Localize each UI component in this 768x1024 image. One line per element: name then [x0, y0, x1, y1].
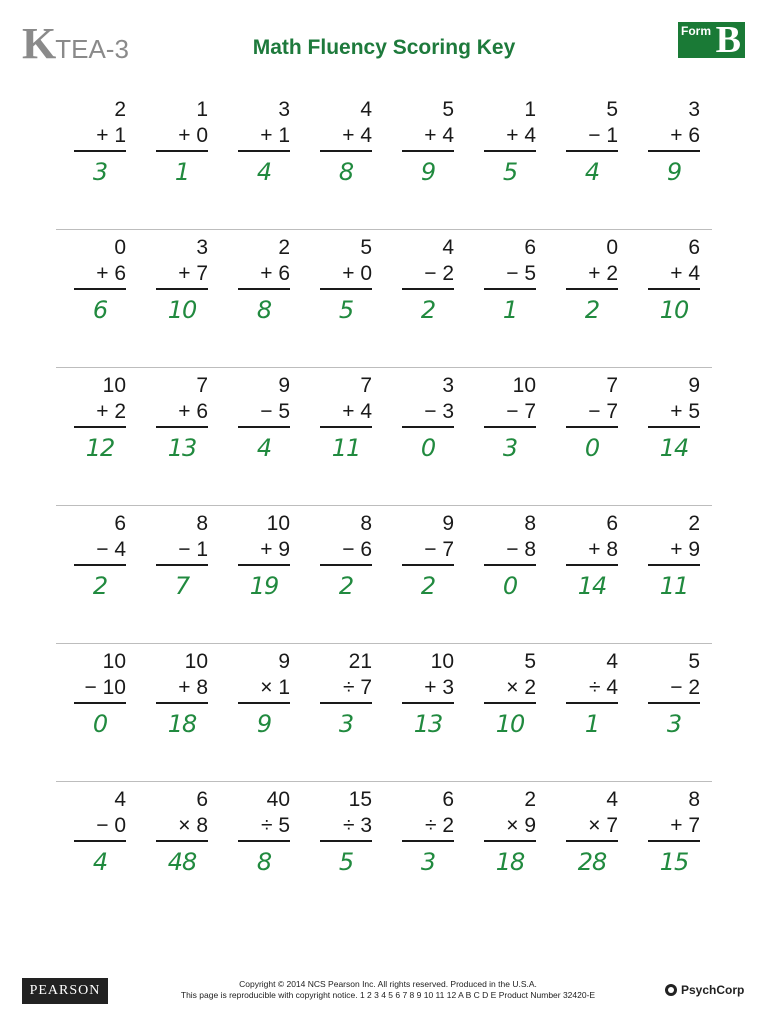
problem-answer-line [484, 702, 536, 704]
problem-answer: 18 [167, 710, 197, 738]
problem [548, 368, 630, 505]
problem-operation: × 1 [260, 676, 290, 699]
problem [138, 92, 220, 229]
logo-text: TEA-3 [55, 34, 129, 64]
problem-answer-line [74, 150, 126, 152]
problem-operation: + 1 [96, 124, 126, 147]
problem-top-number: 4 [606, 650, 618, 673]
problem-answer: 3 [92, 158, 108, 186]
problem-answer: 8 [256, 296, 272, 324]
problem [138, 782, 220, 919]
problem-operation: − 2 [670, 676, 700, 699]
problem-top-number: 4 [606, 788, 618, 811]
problem-answer: 19 [249, 572, 279, 600]
problem-answer-line [238, 288, 290, 290]
problem-answer-line [320, 426, 372, 428]
problem [466, 506, 548, 643]
problem-answer: 4 [584, 158, 600, 186]
problem-answer-line [484, 840, 536, 842]
problem-answer: 10 [495, 710, 525, 738]
problem-answer: 0 [584, 434, 600, 462]
problem [138, 506, 220, 643]
problem-row [56, 368, 712, 506]
problem [138, 368, 220, 505]
problem [630, 92, 712, 229]
problem-answer-line [238, 150, 290, 152]
problem-operation: + 7 [670, 814, 700, 837]
problem-answer: 5 [338, 296, 354, 324]
problem-answer-line [74, 288, 126, 290]
problem-top-number: 6 [114, 512, 126, 535]
problem [138, 230, 220, 367]
problem-top-number: 2 [114, 98, 126, 121]
problem-answer-line [238, 426, 290, 428]
problem [630, 782, 712, 919]
problem-answer-line [156, 426, 208, 428]
problem-top-number: 3 [688, 98, 700, 121]
problem-answer-line [74, 426, 126, 428]
problem-operation: − 5 [260, 400, 290, 423]
problem-answer-line [648, 702, 700, 704]
problem [466, 92, 548, 229]
problem-operation: × 9 [506, 814, 536, 837]
problem-top-number: 4 [360, 98, 372, 121]
problem-operation: + 4 [670, 262, 700, 285]
problem-top-number: 4 [114, 788, 126, 811]
problem-top-number: 2 [524, 788, 536, 811]
problem-answer-line [402, 840, 454, 842]
problem-answer: 7 [174, 572, 190, 600]
problem [384, 230, 466, 367]
problem-answer: 10 [167, 296, 197, 324]
problem-operation: ÷ 4 [588, 676, 618, 699]
problem-answer-line [74, 840, 126, 842]
page-title: Math Fluency Scoring Key [252, 36, 516, 59]
problem-answer: 4 [256, 434, 272, 462]
problem-operation: + 2 [96, 400, 126, 423]
problem-operation: + 2 [588, 262, 618, 285]
problem-operation: − 5 [506, 262, 536, 285]
problem-top-number: 6 [606, 512, 618, 535]
problem-answer-line [566, 150, 618, 152]
problem-answer: 1 [502, 296, 518, 324]
problem-row [56, 230, 712, 368]
problem-answer-line [156, 840, 208, 842]
problem [630, 368, 712, 505]
problem [220, 644, 302, 781]
problem-top-number: 9 [442, 512, 454, 535]
problem-answer-line [74, 702, 126, 704]
problem-top-number: 9 [278, 374, 290, 397]
problem-top-number: 3 [278, 98, 290, 121]
problem [384, 92, 466, 229]
problem [56, 230, 138, 367]
problem-top-number: 4 [442, 236, 454, 259]
problem-operation: + 7 [178, 262, 208, 285]
problem-answer: 2 [420, 572, 436, 600]
problem-top-number: 6 [442, 788, 454, 811]
problem [56, 506, 138, 643]
problem-answer: 6 [92, 296, 108, 324]
problem-top-number: 1 [196, 98, 208, 121]
problem-answer: 2 [584, 296, 600, 324]
problem-operation: + 6 [96, 262, 126, 285]
problem-top-number: 1 [524, 98, 536, 121]
problem-answer: 0 [502, 572, 518, 600]
problem-top-number: 9 [278, 650, 290, 673]
problem [548, 782, 630, 919]
problem-top-number: 5 [606, 98, 618, 121]
problem-top-number: 7 [196, 374, 208, 397]
problem-row [56, 506, 712, 644]
problem [302, 644, 384, 781]
problem-operation: − 10 [84, 676, 126, 699]
problem-answer-line [320, 702, 372, 704]
problem [548, 230, 630, 367]
problem-operation: − 0 [96, 814, 126, 837]
form-label: Form [681, 24, 711, 38]
problem-answer-line [320, 288, 372, 290]
problem-operation: − 1 [178, 538, 208, 561]
problem-top-number: 10 [266, 512, 290, 535]
psychcorp-text: PsychCorp [681, 983, 745, 997]
problem [56, 782, 138, 919]
problem [466, 782, 548, 919]
problem [302, 230, 384, 367]
problem-answer: 8 [338, 158, 354, 186]
problem-answer-line [648, 564, 700, 566]
problem-answer-line [320, 564, 372, 566]
problem [384, 368, 466, 505]
problem-top-number: 6 [524, 236, 536, 259]
problem-top-number: 5 [360, 236, 372, 259]
problem-operation: + 3 [424, 676, 454, 699]
problem-top-number: 2 [688, 512, 700, 535]
problem-operation: + 6 [178, 400, 208, 423]
problem-answer: 3 [502, 434, 518, 462]
problem-operation: − 8 [506, 538, 536, 561]
problem-answer: 10 [659, 296, 689, 324]
problem-top-number: 8 [688, 788, 700, 811]
problem-operation: ÷ 5 [260, 814, 290, 837]
problem-answer: 9 [420, 158, 436, 186]
problem [220, 230, 302, 367]
problem-answer-line [402, 564, 454, 566]
problem-operation: + 6 [670, 124, 700, 147]
problem-answer: 9 [666, 158, 682, 186]
psychcorp-logo [665, 983, 744, 997]
problem [56, 368, 138, 505]
problem-answer: 4 [256, 158, 272, 186]
problem [630, 644, 712, 781]
problem-answer: 3 [338, 710, 354, 738]
problem-operation: − 1 [588, 124, 618, 147]
problem [466, 230, 548, 367]
problem-answer: 4 [92, 848, 108, 876]
problem-operation: × 2 [506, 676, 536, 699]
problem-operation: + 1 [260, 124, 290, 147]
problem-operation: + 4 [424, 124, 454, 147]
problem-operation: + 4 [506, 124, 536, 147]
problem-answer: 14 [577, 572, 607, 600]
problem-operation: − 7 [424, 538, 454, 561]
problem-top-number: 10 [184, 650, 208, 673]
problem [302, 92, 384, 229]
problem [630, 506, 712, 643]
problem-operation: ÷ 3 [342, 814, 372, 837]
problem [548, 92, 630, 229]
problem-operation: − 6 [342, 538, 372, 561]
problem-answer-line [402, 288, 454, 290]
problem-answer-line [156, 150, 208, 152]
problem-operation: + 4 [342, 400, 372, 423]
problem-answer-line [648, 840, 700, 842]
problem-operation: + 9 [670, 538, 700, 561]
problem-top-number: 8 [196, 512, 208, 535]
problem [384, 644, 466, 781]
problem-operation: − 7 [506, 400, 536, 423]
problem-answer: 5 [502, 158, 518, 186]
problem-answer-line [566, 426, 618, 428]
problem-operation: + 0 [342, 262, 372, 285]
problem-answer-line [402, 150, 454, 152]
problem-answer-line [74, 564, 126, 566]
problem-operation: + 8 [178, 676, 208, 699]
problem-answer-line [648, 150, 700, 152]
problem-top-number: 8 [524, 512, 536, 535]
problem-answer-line [484, 288, 536, 290]
problem-top-number: 5 [442, 98, 454, 121]
problem-answer: 13 [413, 710, 443, 738]
problem-top-number: 40 [266, 788, 290, 811]
problem-top-number: 3 [196, 236, 208, 259]
problem [302, 368, 384, 505]
problem [302, 506, 384, 643]
problem-top-number: 2 [278, 236, 290, 259]
pearson-logo: PEARSON [22, 978, 108, 1004]
problem-answer: 8 [256, 848, 272, 876]
problem-operation: + 4 [342, 124, 372, 147]
problem-answer: 48 [167, 848, 197, 876]
problem-answer-line [484, 426, 536, 428]
problem-top-number: 0 [114, 236, 126, 259]
problem-operation: + 5 [670, 400, 700, 423]
copyright-line-2: This page is reproducible with copyright notice. 1 2 3 4 5 6 7 8 9 10 11 12 A B C D E Product Number 32420-E [180, 990, 596, 1000]
problem-top-number: 15 [348, 788, 372, 811]
problem-answer-line [238, 564, 290, 566]
problem-top-number: 5 [688, 650, 700, 673]
problem-top-number: 7 [606, 374, 618, 397]
problem-answer: 2 [420, 296, 436, 324]
problem-answer-line [238, 840, 290, 842]
copyright-line-1: Copyright © 2014 NCS Pearson Inc. All rights reserved. Produced in the U.S.A. [239, 979, 537, 989]
problem [384, 506, 466, 643]
problem-top-number: 6 [196, 788, 208, 811]
problem-answer: 28 [577, 848, 607, 876]
problem-top-number: 7 [360, 374, 372, 397]
problem-answer-line [648, 288, 700, 290]
problem-top-number: 10 [102, 374, 126, 397]
problem-answer: 14 [659, 434, 689, 462]
problem [220, 506, 302, 643]
problem-operation: − 7 [588, 400, 618, 423]
problem-row [56, 644, 712, 782]
form-badge [678, 19, 745, 61]
problem-answer: 9 [256, 710, 272, 738]
problem-top-number: 0 [606, 236, 618, 259]
problem [384, 782, 466, 919]
problem [466, 644, 548, 781]
problem-answer: 5 [338, 848, 354, 876]
problem-answer-line [156, 564, 208, 566]
problem-answer-line [566, 840, 618, 842]
problem [302, 782, 384, 919]
problem-answer-line [402, 426, 454, 428]
problem-top-number: 10 [430, 650, 454, 673]
logo-k: K [22, 19, 55, 68]
problem-answer-line [566, 702, 618, 704]
problem-answer: 11 [331, 434, 361, 462]
problem-answer-line [566, 564, 618, 566]
problem [548, 644, 630, 781]
problem-answer-line [156, 702, 208, 704]
problem-top-number: 6 [688, 236, 700, 259]
problem-answer-line [648, 426, 700, 428]
problem-row [56, 782, 712, 919]
problem-answer: 1 [584, 710, 600, 738]
problem-answer-line [484, 150, 536, 152]
problem-row [56, 92, 712, 230]
problem-operation: + 6 [260, 262, 290, 285]
problem-answer-line [484, 564, 536, 566]
problem-top-number: 5 [524, 650, 536, 673]
problem-answer: 2 [92, 572, 108, 600]
problem-answer: 18 [495, 848, 525, 876]
problem-answer-line [238, 702, 290, 704]
problem-top-number: 10 [102, 650, 126, 673]
problem-top-number: 9 [688, 374, 700, 397]
problem-operation: ÷ 2 [424, 814, 454, 837]
problem [56, 92, 138, 229]
psychcorp-icon [665, 984, 677, 996]
problem-answer-line [566, 288, 618, 290]
problem-operation: + 8 [588, 538, 618, 561]
problem-answer: 12 [85, 434, 115, 462]
problem [220, 92, 302, 229]
problem [548, 506, 630, 643]
problem [630, 230, 712, 367]
problem-top-number: 3 [442, 374, 454, 397]
problem-answer: 3 [666, 710, 682, 738]
problem [56, 644, 138, 781]
problem [220, 782, 302, 919]
copyright-notice [130, 979, 646, 1001]
problem-operation: + 9 [260, 538, 290, 561]
problem [138, 644, 220, 781]
problem-answer: 11 [659, 572, 689, 600]
problem-answer: 2 [338, 572, 354, 600]
problem-answer: 0 [420, 434, 436, 462]
problem-top-number: 10 [512, 374, 536, 397]
problem [220, 368, 302, 505]
problem-answer: 0 [92, 710, 108, 738]
problem-answer: 1 [174, 158, 190, 186]
problem-answer-line [320, 840, 372, 842]
form-letter: B [715, 19, 741, 61]
problem-top-number: 8 [360, 512, 372, 535]
problem-top-number: 21 [348, 650, 372, 673]
problem-grid [56, 92, 712, 919]
problem-operation: × 7 [588, 814, 618, 837]
problem-operation: − 4 [96, 538, 126, 561]
problem-operation: + 0 [178, 124, 208, 147]
problem-operation: ÷ 7 [342, 676, 372, 699]
problem-answer: 13 [167, 434, 197, 462]
problem-answer: 3 [420, 848, 436, 876]
problem-operation: × 8 [178, 814, 208, 837]
problem-operation: − 3 [424, 400, 454, 423]
problem-answer: 15 [659, 848, 689, 876]
problem-answer-line [402, 702, 454, 704]
problem-operation: − 2 [424, 262, 454, 285]
problem [466, 368, 548, 505]
problem-answer-line [320, 150, 372, 152]
problem-answer-line [156, 288, 208, 290]
